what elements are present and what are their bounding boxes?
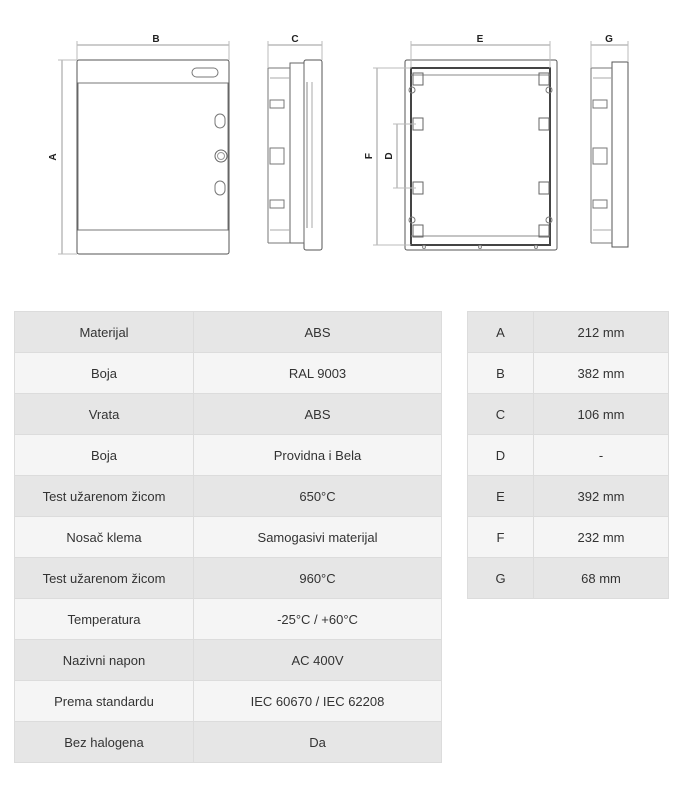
table-row bbox=[468, 476, 669, 517]
dimension-key-cell: D bbox=[468, 435, 534, 476]
dimension-key-cell: B bbox=[468, 353, 534, 394]
table-row bbox=[468, 353, 669, 394]
property-value-cell: Samogasivi materijal bbox=[194, 517, 442, 558]
dimension-value-cell: - bbox=[534, 435, 669, 476]
table-row bbox=[15, 517, 442, 558]
property-value-cell: 960°C bbox=[194, 558, 442, 599]
table-row bbox=[15, 353, 442, 394]
dim-label-d: D bbox=[384, 152, 395, 160]
dimension-key-cell: C bbox=[468, 394, 534, 435]
property-value-cell: ABS bbox=[194, 394, 442, 435]
technical-drawing bbox=[0, 0, 680, 270]
table-row bbox=[15, 558, 442, 599]
table-row bbox=[468, 558, 669, 599]
table-row bbox=[15, 722, 442, 763]
dimension-value-cell: 106 mm bbox=[534, 394, 669, 435]
table-row bbox=[15, 599, 442, 640]
table-row bbox=[468, 435, 669, 476]
property-name-cell: Boja bbox=[15, 435, 194, 476]
dimension-key-cell: F bbox=[468, 517, 534, 558]
property-value-cell: Providna i Bela bbox=[194, 435, 442, 476]
dim-label-e: E bbox=[476, 34, 484, 45]
table-row bbox=[15, 476, 442, 517]
table-row bbox=[468, 517, 669, 558]
property-name-cell: Prema standardu bbox=[15, 681, 194, 722]
property-value-cell: Da bbox=[194, 722, 442, 763]
property-name-cell: Boja bbox=[15, 353, 194, 394]
property-name-cell: Materijal bbox=[15, 312, 194, 353]
front-view bbox=[58, 41, 229, 254]
property-value-cell: 650°C bbox=[194, 476, 442, 517]
table-row bbox=[15, 394, 442, 435]
properties-table-body bbox=[15, 312, 442, 763]
dim-label-a: A bbox=[48, 153, 59, 161]
dim-label-b: B bbox=[152, 34, 160, 45]
dimension-value-cell: 68 mm bbox=[534, 558, 669, 599]
dimension-key-cell: G bbox=[468, 558, 534, 599]
technical-drawing-svg bbox=[0, 0, 680, 270]
dim-label-c: C bbox=[291, 34, 299, 45]
property-name-cell: Test užarenom žicom bbox=[15, 558, 194, 599]
table-row bbox=[468, 312, 669, 353]
property-name-cell: Vrata bbox=[15, 394, 194, 435]
dim-label-f: F bbox=[364, 152, 375, 160]
property-value-cell: ABS bbox=[194, 312, 442, 353]
property-value-cell: RAL 9003 bbox=[194, 353, 442, 394]
dimension-value-cell: 232 mm bbox=[534, 517, 669, 558]
properties-table bbox=[14, 311, 442, 763]
property-name-cell: Nazivni napon bbox=[15, 640, 194, 681]
table-row bbox=[15, 681, 442, 722]
dimension-value-cell: 382 mm bbox=[534, 353, 669, 394]
property-name-cell: Test užarenom žicom bbox=[15, 476, 194, 517]
side-view-g bbox=[591, 41, 628, 247]
property-value-cell: IEC 60670 / IEC 62208 bbox=[194, 681, 442, 722]
property-value-cell: AC 400V bbox=[194, 640, 442, 681]
property-value-cell: -25°C / +60°C bbox=[194, 599, 442, 640]
table-row bbox=[468, 394, 669, 435]
table-row bbox=[15, 435, 442, 476]
property-name-cell: Bez halogena bbox=[15, 722, 194, 763]
side-view-c bbox=[268, 41, 322, 250]
dimension-value-cell: 392 mm bbox=[534, 476, 669, 517]
table-row bbox=[15, 640, 442, 681]
property-name-cell: Nosač klema bbox=[15, 517, 194, 558]
dim-label-g: G bbox=[605, 34, 613, 45]
dimension-value-cell: 212 mm bbox=[534, 312, 669, 353]
dimension-key-cell: A bbox=[468, 312, 534, 353]
property-name-cell: Temperatura bbox=[15, 599, 194, 640]
dimensions-table bbox=[467, 311, 669, 599]
rear-view bbox=[373, 41, 557, 250]
table-row bbox=[15, 312, 442, 353]
dimensions-table-body bbox=[468, 312, 669, 599]
dimension-key-cell: E bbox=[468, 476, 534, 517]
